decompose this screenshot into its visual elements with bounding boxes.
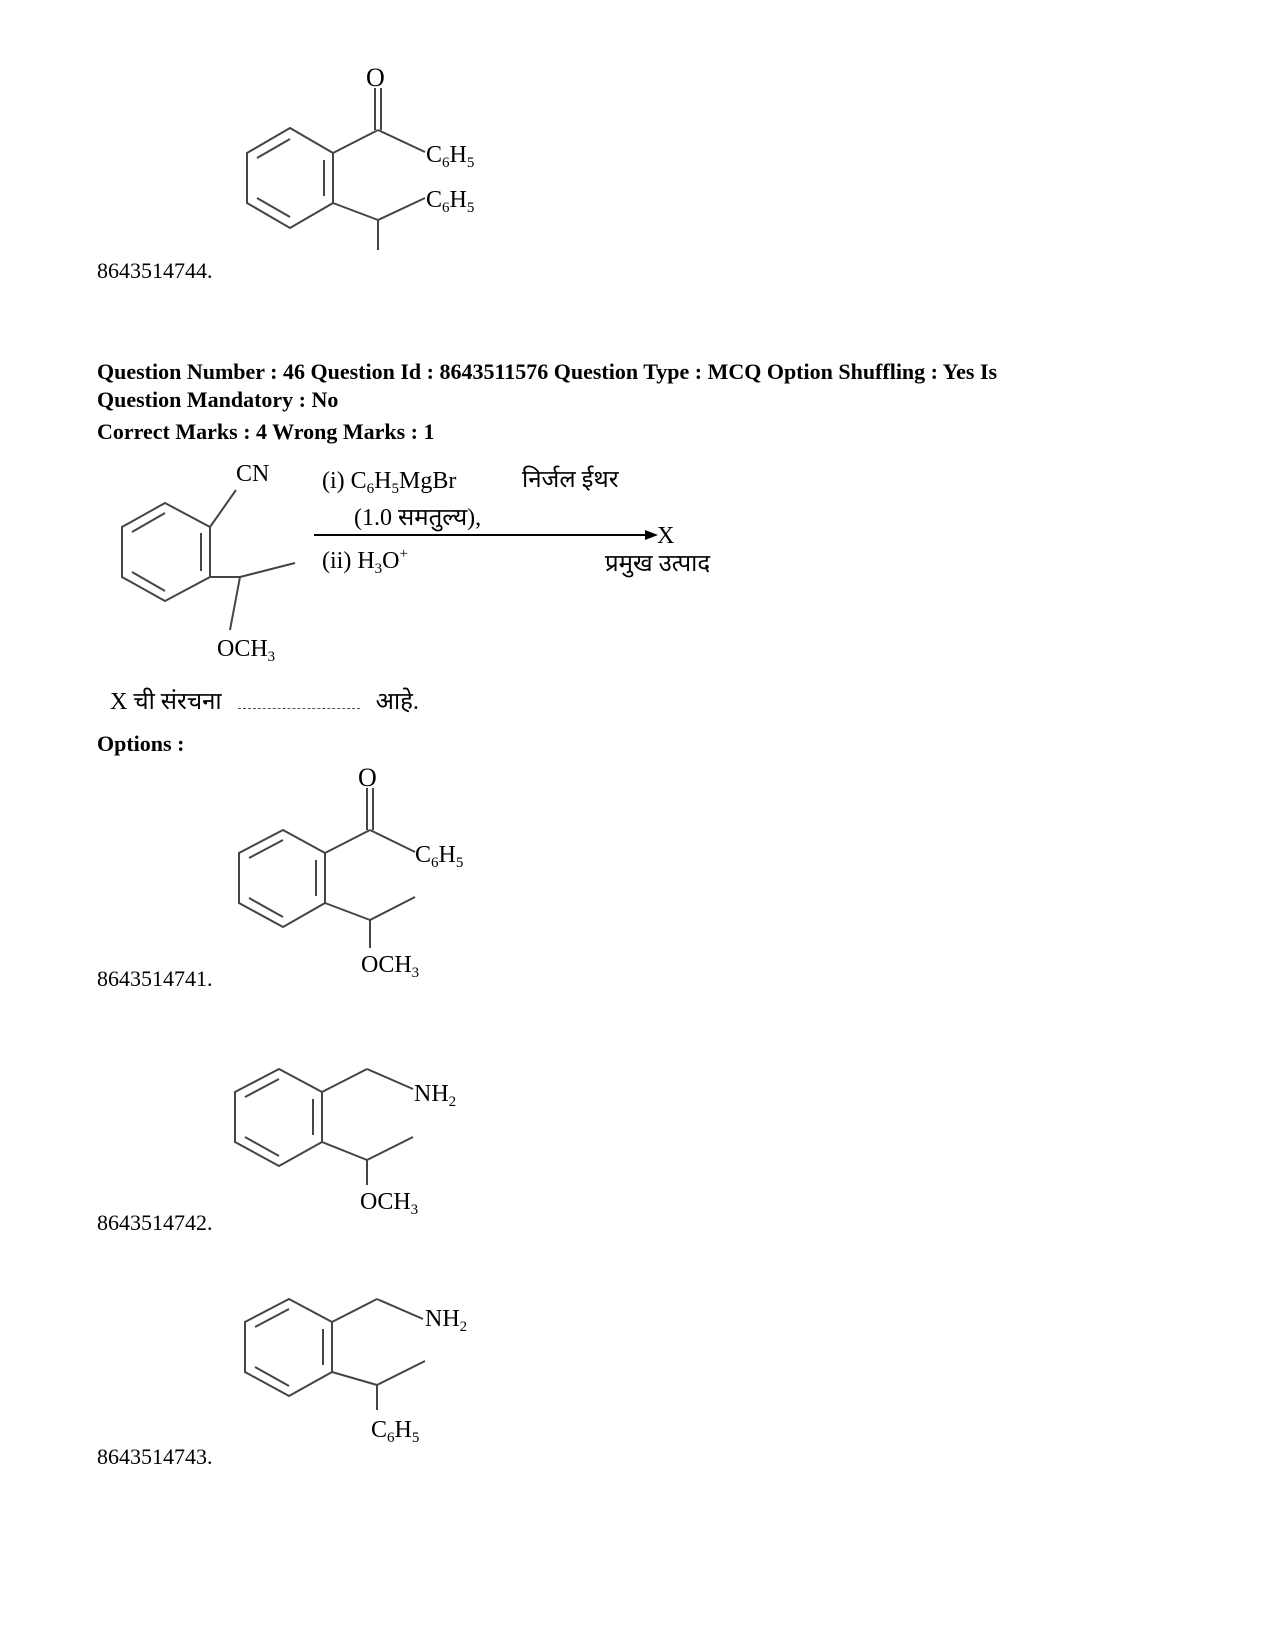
solvent-label: निर्जल ईथर: [522, 467, 619, 493]
prev-option-id: 8643514744.: [97, 258, 213, 283]
ketone-substituent-label: $C_6H_5$: [426, 142, 475, 171]
answer-blank: [238, 688, 360, 709]
option-1-structure: [225, 760, 525, 990]
reagent-1: (i) $C_6H_5MgBr$: [322, 468, 457, 497]
option-1-top-label: $C_6H_5$: [415, 842, 464, 871]
option-2-id[interactable]: 8643514742.: [97, 1210, 213, 1235]
reagent-2: (ii) $H_3O^+$: [322, 546, 408, 577]
option-1-bottom-label: $OCH_3$: [361, 952, 420, 981]
prompt-end: आहे.: [375, 689, 419, 715]
product-label: X: [657, 523, 675, 549]
option-2-bottom-label: $OCH_3$: [360, 1189, 419, 1218]
marks-line: Correct Marks : 4 Wrong Marks : 1: [97, 419, 435, 444]
option-3-structure: [235, 1285, 535, 1455]
question-header-line2: Question Mandatory : No: [97, 387, 339, 412]
option-3-id[interactable]: 8643514743.: [97, 1444, 213, 1469]
option-3-top-label: $NH_2$: [425, 1306, 468, 1335]
reaction-scheme: [100, 455, 740, 675]
carbonyl-oxygen-label: O: [366, 63, 385, 92]
product-note: प्रमुख उत्पाद: [605, 551, 711, 577]
reagent-1-amount: (1.0 समतुल्य),: [354, 505, 482, 531]
options-label: Options :: [97, 731, 185, 756]
prompt-mid: ची संरचना: [133, 689, 222, 715]
option-1-id[interactable]: 8643514741.: [97, 966, 213, 991]
question-prompt: [110, 684, 419, 717]
option-3-bottom-label: $C_6H_5$: [371, 1417, 420, 1446]
side-substituent-label: $C_6H_5$: [426, 187, 475, 216]
option-2-top-label: $NH_2$: [414, 1081, 457, 1110]
option-1-oxygen-label: O: [358, 763, 377, 792]
prev-option-structure: [230, 60, 530, 260]
question-header-line1: Question Number : 46 Question Id : 8643511576 Question Type : MCQ Option Shuffling : Yes Is: [97, 359, 998, 384]
methoxy-label: $OCH_3$: [217, 636, 276, 665]
nitrile-label: CN: [236, 461, 270, 487]
option-2-structure: [225, 1055, 525, 1235]
question-header: [97, 358, 1177, 414]
prompt-x: X: [110, 689, 128, 715]
